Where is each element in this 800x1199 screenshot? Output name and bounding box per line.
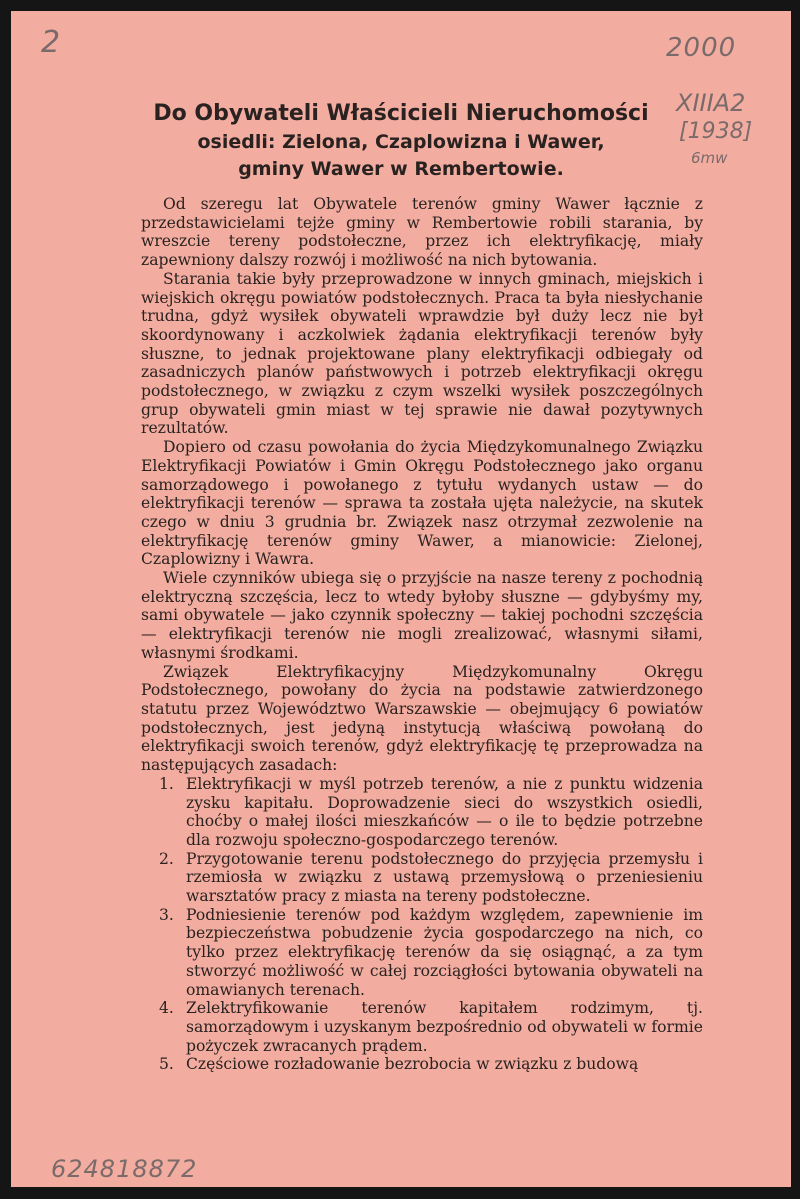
document-page bbox=[11, 11, 791, 1187]
document-title bbox=[111, 99, 691, 183]
document-body bbox=[141, 195, 703, 1074]
handwritten-signature-line1: XIIIA2 bbox=[676, 89, 746, 117]
list-item-text: Podniesienie terenów pod każdym względem, zapewnienie im bezpieczeństwa pobudzenie życia gospodarczego na nich, co tylko przez elektryfikację terenów da się osiągnąć, a za tym stworzyć możliwość w całej rozciągłości bytowania obywateli na omawianych terenach. bbox=[186, 905, 703, 999]
list-item bbox=[141, 906, 703, 1000]
handwritten-signature-line3: 6mw bbox=[691, 149, 728, 167]
list-item bbox=[141, 775, 703, 850]
handwritten-page-number: 2 bbox=[41, 25, 61, 60]
handwritten-catalog-number: 2000 bbox=[666, 33, 737, 63]
list-item-number: 4. bbox=[159, 999, 174, 1018]
list-item-number: 5. bbox=[159, 1055, 174, 1074]
title-line-2: osiedli: Zielona, Czaplowizna i Wawer, bbox=[197, 131, 605, 153]
list-item-text: Częściowe rozładowanie bezrobocia w związku z budową bbox=[186, 1055, 639, 1074]
list-item-text: Zelektryfikowanie terenów kapitałem rodzimym, tj. samorządowym i uzyskanym bezpośrednio od obywateli w formie pożyczek zwracanych prądem. bbox=[186, 999, 703, 1055]
title-line-1: Do Obywateli Właścicieli Nieruchomości bbox=[153, 101, 649, 126]
list-item bbox=[141, 999, 703, 1055]
paragraph: Od szeregu lat Obywatele terenów gminy Wawer łącznie z przedstawicielami tejże gminy w Rembertowie robili starania, by wreszcie tereny podstołeczne, przez ich elektryfikację, miały zapewniony dalszy rozwój i możliwość na nich bytowania. bbox=[141, 195, 703, 270]
paragraph: Związek Elektryfikacyjny Międzykomunalny Okręgu Podstołecznego, powołany do życia na podstawie zatwierdzonego statutu przez Województwo Warszawskie — obejmujący 6 powiatów podstołecznych, jest jedyną instytucją właściwą powołaną do elektryfikacji swoich terenów, gdyż elektryfikację tę przeprowadza na następujących zasadach: bbox=[141, 662, 703, 775]
list-item-number: 3. bbox=[159, 905, 174, 924]
list-item bbox=[141, 850, 703, 906]
handwritten-signature-line2: [1938] bbox=[679, 119, 753, 144]
title-line-3: gminy Wawer w Rembertowie. bbox=[238, 158, 564, 180]
paragraph: Dopiero od czasu powołania do życia Międzykomunalnego Związku Elektryfikacji Powiatów i Gmin Okręgu Podstołecznego jako organu samorządowego i powołanego z tytułu wydanych ustaw — do elektryfikacji terenów — sprawa ta została ujęta należycie, na skutek czego w dniu 3 grudnia br. Związek nasz otrzymał zezwolenie na elektryfikację terenów gminy Wawer, a mianowicie: Zielonej, Czaplowizny i Wawra. bbox=[141, 438, 703, 569]
principles-list bbox=[141, 775, 703, 1074]
list-item-number: 2. bbox=[159, 849, 174, 868]
paragraph: Starania takie były przeprowadzone w innych gminach, miejskich i wiejskich okręgu powiatów podstołecznych. Praca ta była niesłychanie trudna, gdyż wysiłek obywateli wprawdzie był duży lecz nie był skoordynowany i aczkolwiek żądania elektryfikacji terenów były słuszne, to jednak projektowane plany elektryfikacji odbiegały od zasadniczych planów państwowych i potrzeb elektryfikacji okręgu podstołecznego, w związku z czym wszelki wysiłek poszczególnych grup obywateli gmin miast w tej sprawie nie dawał pozytywnych rezultatów. bbox=[141, 269, 703, 438]
list-item-number: 1. bbox=[159, 774, 174, 793]
list-item-text: Elektryfikacji w myśl potrzeb terenów, a nie z punktu widzenia zysku kapitału. Doprowadzenie sieci do wszystkich osiedli, choćby o małej ilości mieszkańców — o ile to będzie potrzebne dla rozwoju społeczno-gospodarczego terenów. bbox=[186, 774, 703, 849]
paragraph: Wiele czynników ubiega się o przyjście na nasze tereny z pochodnią elektryczną szczęścia, lecz to wtedy byłoby słuszne — gdybyśmy my, sami obywatele — jako czynnik społeczny — takiej pochodni szczęścia — elektryfikacji terenów nie mogli zrealizować, własnymi siłami, własnymi środkami. bbox=[141, 569, 703, 662]
list-item bbox=[141, 1055, 703, 1074]
list-item-text: Przygotowanie terenu podstołecznego do przyjęcia przemysłu i rzemiosła w związku z ustawą przemysłową o przeniesieniu warsztatów pracy z miasta na tereny podstołeczne. bbox=[186, 849, 703, 906]
handwritten-inventory-number: 624818872 bbox=[51, 1155, 198, 1183]
